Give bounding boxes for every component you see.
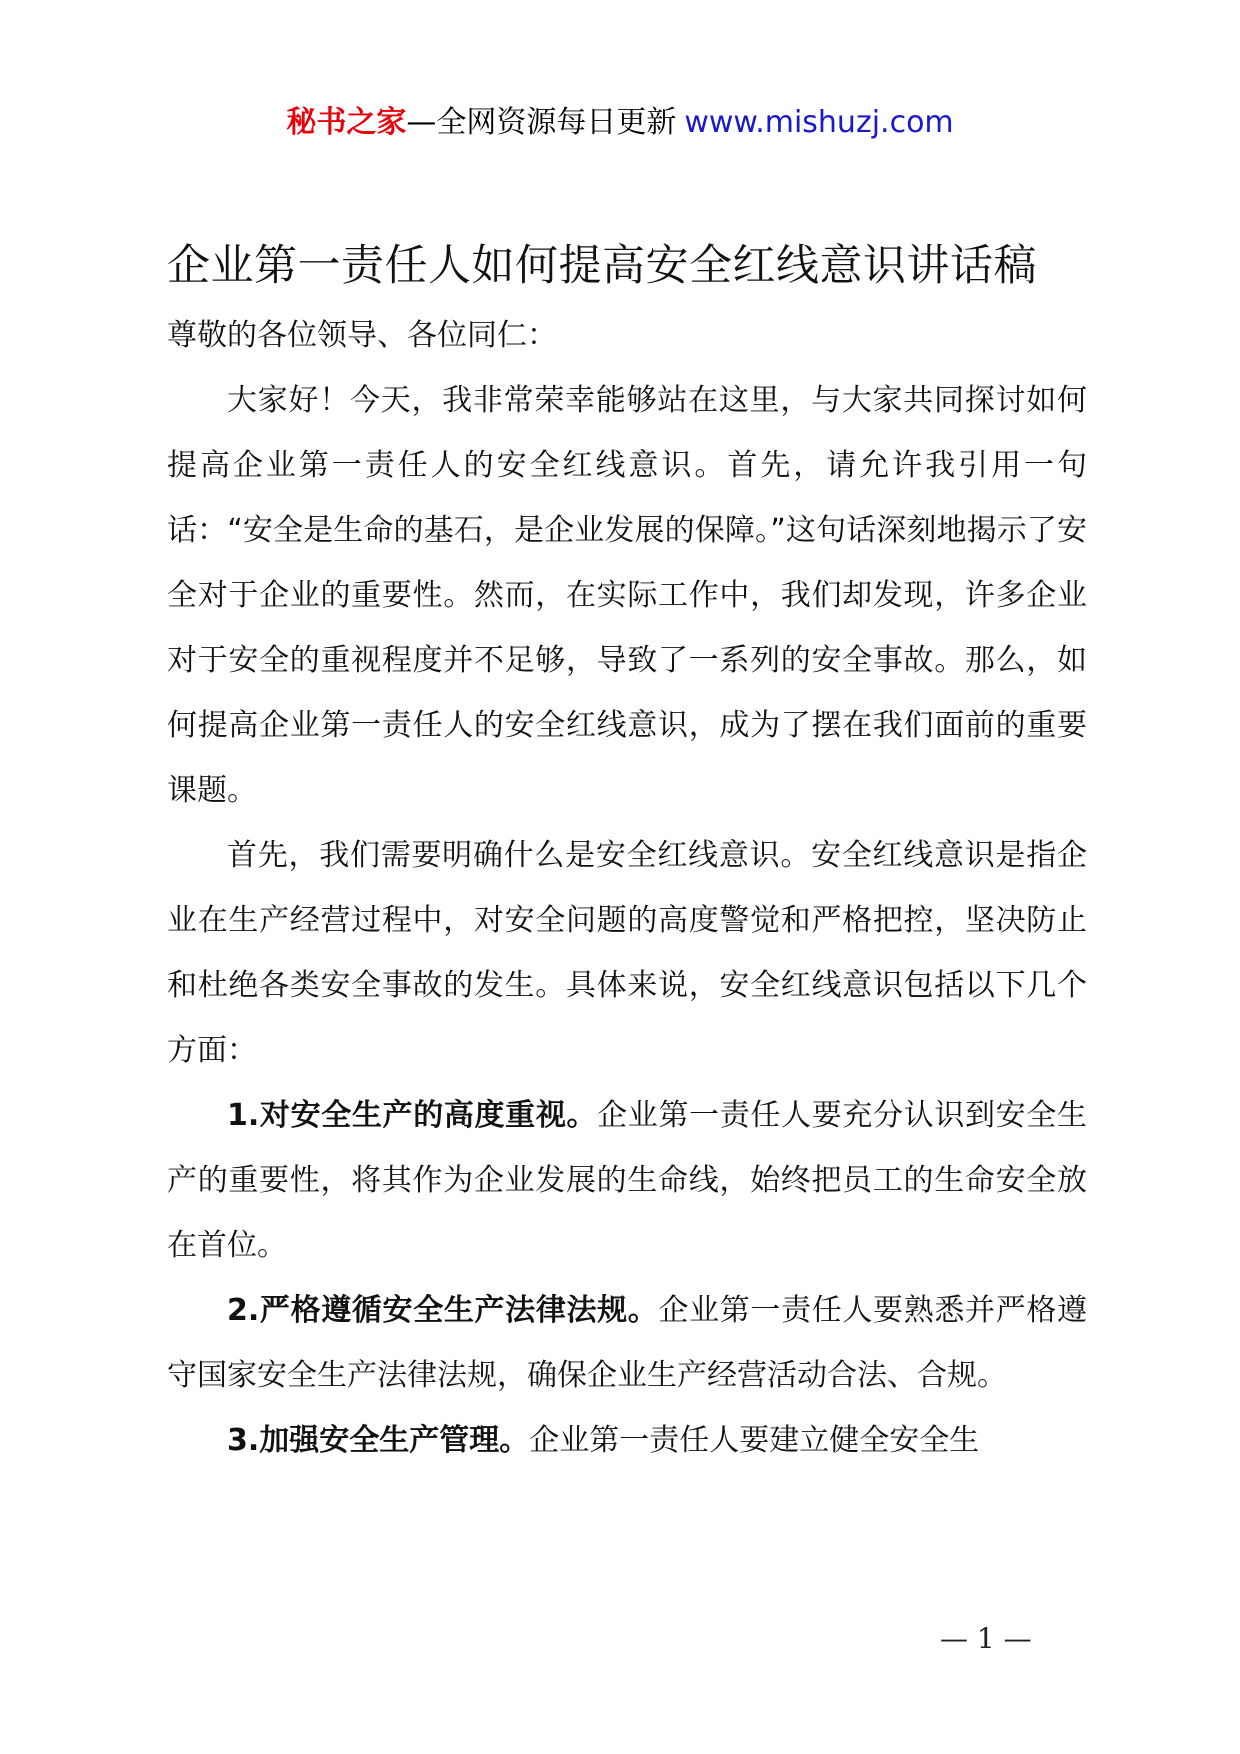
point-text: 企业第一责任人要建立健全安全生: [529, 1423, 980, 1458]
point-heading: 1.对安全生产的高度重视。: [227, 1098, 598, 1133]
page-number: — 1 —: [940, 1622, 1032, 1655]
point-heading: 3.加强安全生产管理。: [227, 1423, 530, 1458]
paragraph: 大家好！今天，我非常荣幸能够站在这里，与大家共同探讨如何提高企业第一责任人的安全红线意识。首先，请允许我引用一句话：“安全是生命的基石，是企业发展的保障。”这句话深刻地揭示了安全对于企业的重要性。然而，在实际工作中，我们却发现，许多企业对于安全的重视程度并不足够，导致了一系列的安全事故。那么，如何提高企业第一责任人的安全红线意识，成为了摆在我们面前的重要课题。: [167, 383, 1087, 808]
point-item: [167, 1408, 1087, 1473]
point-heading: 2.严格遵循安全生产法律法规。: [227, 1293, 659, 1328]
site-url-link[interactable]: www.mishuzj.com: [684, 105, 954, 140]
document-body: [167, 236, 1087, 1473]
point-text: 企业第一责任人要充分认识到安全生产的重要性，将其作为企业发展的生命线，始终把员工的生命安全放在首位。: [167, 1098, 1087, 1263]
salutation: 尊敬的各位领导、各位同仁：: [167, 318, 557, 353]
point-item: [167, 1278, 1087, 1408]
site-name: 秘书之家: [286, 105, 407, 140]
point-text: 企业第一责任人要熟悉并严格遵守国家安全生产法律法规，确保企业生产经营活动合法、合规。: [167, 1293, 1087, 1393]
site-banner: [0, 98, 1240, 148]
site-tagline: —全网资源每日更新: [406, 105, 677, 140]
paragraph: 首先，我们需要明确什么是安全红线意识。安全红线意识是指企业在生产经营过程中，对安全问题的高度警觉和严格把控，坚决防止和杜绝各类安全事故的发生。具体来说，安全红线意识包括以下几个方面：: [167, 838, 1087, 1068]
document-title: 企业第一责任人如何提高安全红线意识讲话稿: [167, 241, 1037, 291]
point-item: [167, 1083, 1087, 1278]
